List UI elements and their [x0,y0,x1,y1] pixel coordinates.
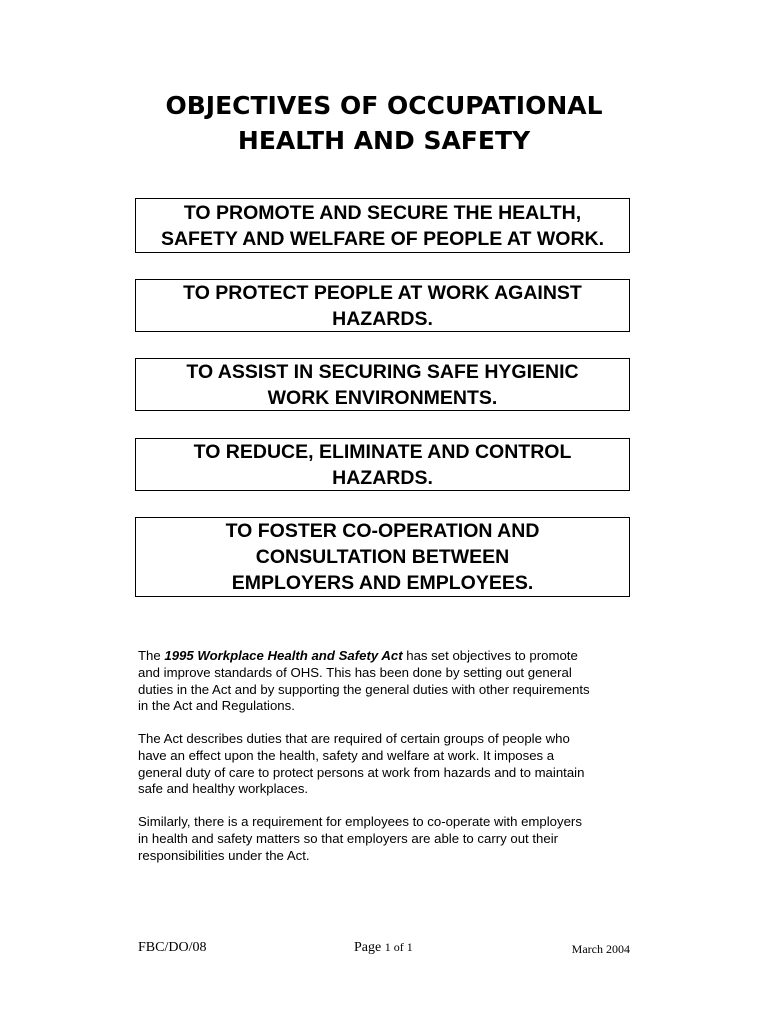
page-title [0,88,768,158]
objective-box-1 [135,198,630,253]
paragraph-2-line-4: safe and healthy workplaces. [138,781,309,797]
document-code: FBC/DO/08 [138,940,207,955]
body-paragraph-2 [138,731,638,798]
paragraph-1-line-3: duties in the Act and by supporting the general duties with other requirements [138,681,590,697]
objective-3-line-2: WORK ENVIRONMENTS. [267,386,498,409]
title-line-2: HEALTH AND SAFETY [237,126,531,155]
objective-box-4 [135,438,630,491]
page-of: 1 of 1 [384,940,413,954]
body-paragraph-1 [138,648,638,715]
paragraph-1-prefix: The [138,648,165,663]
page-number [354,940,413,956]
paragraph-1-line-2: and improve standards of OHS. This has been done by setting out general [138,664,572,680]
paragraph-1-line-1-rest: has set objectives to promote [402,648,578,663]
paragraph-2-line-1: The Act describes duties that are required of certain groups of people who [138,731,570,746]
paragraph-2-line-3: general duty of care to protect persons at work from hazards and to maintain [138,764,585,780]
objective-1-line-1: TO PROMOTE AND SECURE THE HEALTH, [183,201,582,224]
objective-5-line-2: CONSULTATION BETWEEN [255,546,510,568]
paragraph-3-line-3: responsibilities under the Act. [138,847,310,863]
objective-5-line-3: EMPLOYERS AND EMPLOYEES. [231,572,534,594]
paragraph-2-line-2: have an effect upon the health, safety and welfare at work. It imposes a [138,747,555,763]
objective-2-line-2: HAZARDS. [332,307,433,330]
objective-5-line-1: TO FOSTER CO-OPERATION AND [225,520,540,542]
document-date: March 2004 [571,942,630,956]
title-line-1: OBJECTIVES OF OCCUPATIONAL [165,91,603,120]
act-name: 1995 Workplace Health and Safety Act [164,648,403,663]
paragraph-1-line-4: in the Act and Regulations. [138,698,295,714]
objective-box-5 [135,517,630,597]
paragraph-3-line-1: Similarly, there is a requirement for employees to co-operate with employers [138,814,582,829]
objective-box-2 [135,279,630,332]
page-label: Page [354,940,382,955]
objective-4-line-2: HAZARDS. [332,466,433,489]
objective-1-line-2: SAFETY AND WELFARE OF PEOPLE AT WORK. [160,227,605,250]
paragraph-3-line-2: in health and safety matters so that employers are able to carry out their [138,830,559,846]
objective-box-3 [135,358,630,411]
objective-3-line-1: TO ASSIST IN SECURING SAFE HYGIENIC [186,360,579,383]
body-paragraph-3 [138,814,638,864]
paragraph-1-line-1 [138,648,638,665]
objective-4-line-1: TO REDUCE, ELIMINATE AND CONTROL [193,440,572,463]
objective-2-line-1: TO PROTECT PEOPLE AT WORK AGAINST [183,281,582,304]
